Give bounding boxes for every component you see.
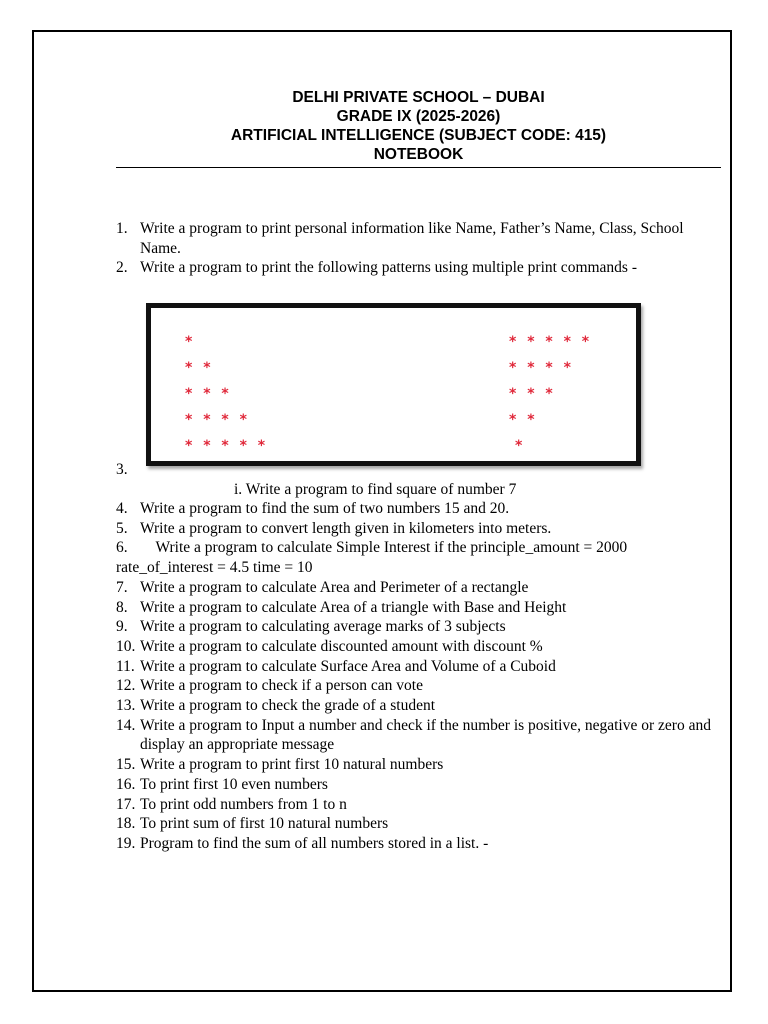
question-number: 19. bbox=[116, 834, 136, 852]
right-pattern-row: * * * * * bbox=[509, 334, 593, 350]
question-text: Write a program to calculate Surface Area and Volume of a Cuboid bbox=[140, 657, 556, 675]
question-number: 15. bbox=[116, 756, 136, 774]
question-item bbox=[116, 696, 721, 716]
question-text: To print odd numbers from 1 to n bbox=[140, 795, 347, 813]
question-number: 8. bbox=[116, 598, 128, 616]
question-number: 1. bbox=[116, 220, 128, 237]
question-number: 10. bbox=[116, 637, 136, 655]
question-item bbox=[116, 598, 721, 618]
question-number: 14. bbox=[116, 716, 136, 734]
question-item bbox=[116, 814, 721, 834]
right-pattern-row: * * * bbox=[509, 386, 556, 402]
question-list-top bbox=[116, 219, 721, 278]
question-3-subitem: i. Write a program to find square of number 7 bbox=[234, 481, 517, 498]
left-pattern-row: * * * * * bbox=[185, 438, 269, 454]
question-number: 12. bbox=[116, 677, 136, 695]
question-text: Write a program to Input a number and check if the number is positive, negative or zero and display an appropriate message bbox=[140, 716, 711, 754]
school-name: DELHI PRIVATE SCHOOL – DUBAI bbox=[292, 89, 545, 106]
question-number: 7. bbox=[116, 578, 128, 596]
question-text: To print sum of first 10 natural numbers bbox=[140, 815, 389, 833]
right-pattern-row: * * bbox=[509, 412, 538, 428]
question-text: To print first 10 even numbers bbox=[140, 775, 328, 793]
question-number: 18. bbox=[116, 815, 136, 833]
question-text: Write a program to calculate Simple Interest if the principle_amount = 2000 rate_of_interest = 4.5 time = 10 bbox=[116, 539, 628, 577]
question-text: Write a program to check if a person can vote bbox=[140, 677, 423, 695]
question-text: Write a program to calculate Area and Perimeter of a rectangle bbox=[140, 578, 529, 596]
question-text: Write a program to calculate Area of a triangle with Base and Height bbox=[140, 598, 567, 616]
question-item bbox=[116, 519, 721, 539]
grade-line: GRADE IX (2025-2026) bbox=[336, 108, 501, 125]
question-item bbox=[116, 637, 721, 657]
question-text: Write a program to calculate discounted amount with discount % bbox=[140, 637, 543, 655]
question-item bbox=[116, 795, 721, 815]
left-pattern-row: * * bbox=[185, 360, 214, 376]
question-text: Write a program to calculating average marks of 3 subjects bbox=[140, 618, 506, 636]
question-item bbox=[116, 538, 721, 577]
question-item bbox=[116, 617, 721, 637]
question-number: 9. bbox=[116, 618, 128, 636]
question-item bbox=[116, 578, 721, 598]
question-item bbox=[116, 657, 721, 677]
left-pattern-row: * * * * bbox=[185, 412, 250, 428]
question-item bbox=[116, 834, 721, 854]
question-text: Write a program to print personal information like Name, Father’s Name, Class, School Name. bbox=[140, 220, 684, 257]
question-number: 13. bbox=[116, 697, 136, 715]
question-text: Write a program to convert length given in kilometers into meters. bbox=[140, 519, 552, 537]
question-text: Program to find the sum of all numbers stored in a list. - bbox=[140, 834, 489, 852]
left-pattern-row: * * * bbox=[185, 386, 232, 402]
question-text: Write a program to find the sum of two numbers 15 and 20. bbox=[140, 500, 510, 517]
question-number: 6. bbox=[116, 539, 128, 557]
question-item bbox=[116, 716, 721, 755]
question-item bbox=[116, 219, 721, 258]
question-item bbox=[116, 499, 721, 519]
question-text: Write a program to print the following patterns using multiple print commands - bbox=[140, 259, 637, 276]
question-text: Write a program to print first 10 natural numbers bbox=[140, 756, 444, 774]
header-rule bbox=[116, 167, 721, 168]
question-number: 2. bbox=[116, 259, 128, 276]
question-number: 5. bbox=[116, 519, 128, 537]
question-item bbox=[116, 775, 721, 795]
question-number: 11. bbox=[116, 657, 135, 675]
question-item bbox=[116, 676, 721, 696]
notebook-title: NOTEBOOK bbox=[373, 146, 464, 163]
question-item bbox=[116, 258, 721, 278]
question-number: 4. bbox=[116, 500, 128, 517]
star-pattern-image bbox=[146, 303, 641, 466]
document-header bbox=[116, 88, 721, 164]
right-pattern-row: * * * * bbox=[509, 360, 574, 376]
right-pattern-row: * bbox=[515, 438, 526, 454]
subject-line: ARTIFICIAL INTELLIGENCE (SUBJECT CODE: 415) bbox=[230, 127, 607, 144]
left-pattern-row: * bbox=[185, 334, 196, 350]
question-number-3: 3. bbox=[116, 461, 128, 478]
question-list-bottom bbox=[116, 499, 721, 854]
question-text: Write a program to check the grade of a student bbox=[140, 697, 436, 715]
question-number: 16. bbox=[116, 775, 136, 793]
question-number: 17. bbox=[116, 795, 136, 813]
question-item bbox=[116, 755, 721, 775]
